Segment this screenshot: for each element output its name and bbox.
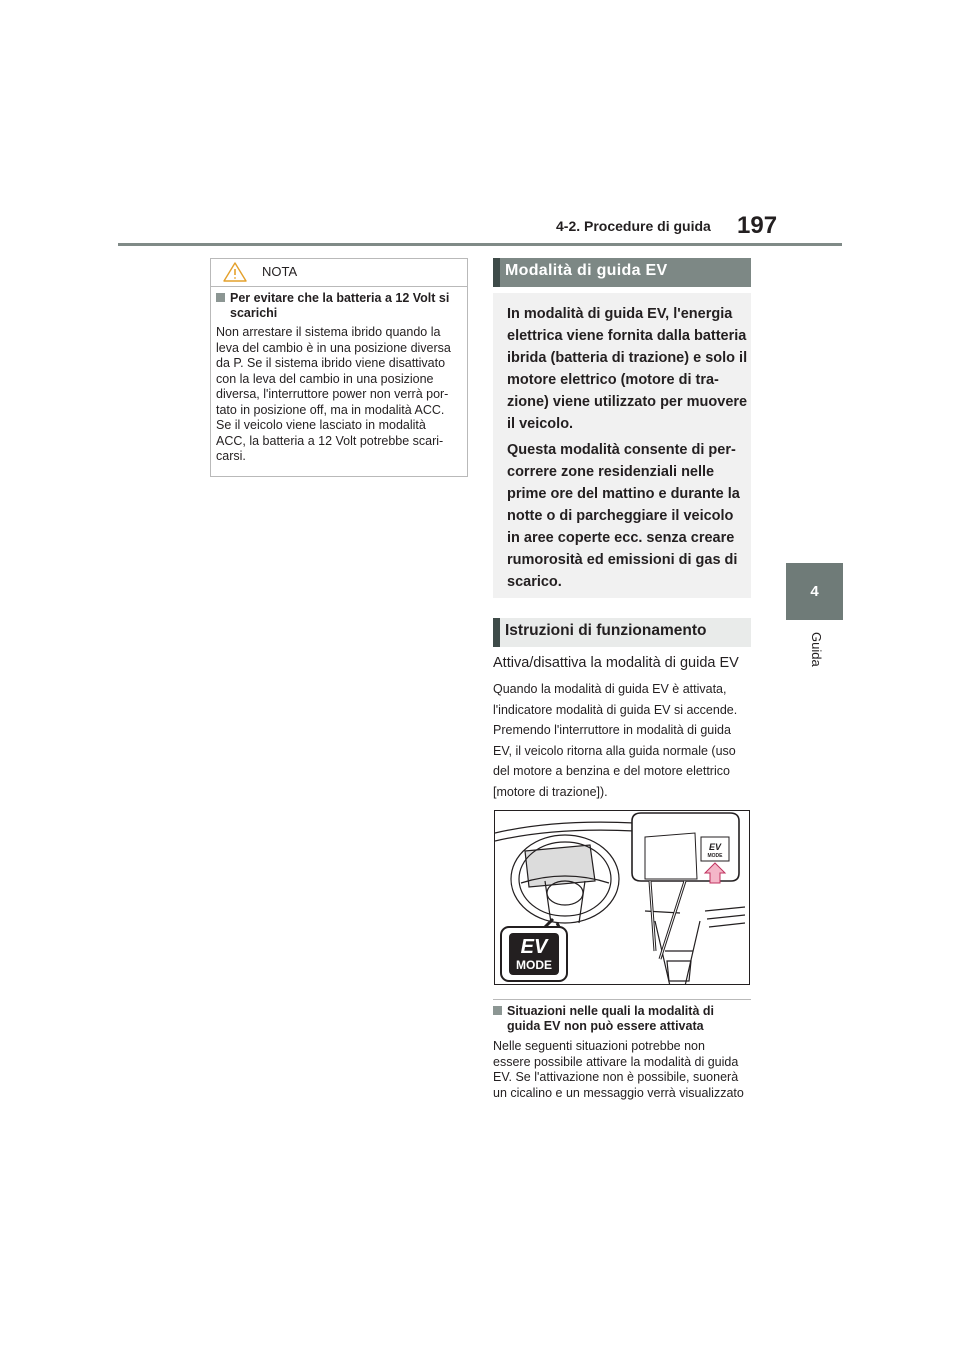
- note-body-line: Non arrestare il sistema ibrido quando la: [216, 325, 441, 339]
- warning-icon: [223, 262, 247, 287]
- ev-heading-accent: [493, 258, 500, 287]
- step-line: Quando la modalità di guida EV è attivata,: [493, 682, 727, 696]
- bullet-square-icon: [216, 293, 225, 302]
- ev-line: notte o di parcheggiare il veicolo: [507, 508, 734, 524]
- step-line: del motore a benzina e del motore elettrico: [493, 764, 730, 778]
- ev-line: rumorosità ed emissioni di gas di: [507, 552, 738, 568]
- situations-line: Nelle seguenti situazioni potrebbe non: [493, 1039, 705, 1053]
- step-body: [493, 679, 751, 802]
- note-item-title-line: scarichi: [230, 306, 278, 320]
- chapter-label: Guida: [809, 632, 824, 667]
- note-title: NOTA: [262, 264, 298, 279]
- step-line: [motore di trazione]).: [493, 784, 608, 799]
- ev-line: In modalità di guida EV, l'energia: [507, 306, 733, 322]
- situations-title-line: guida EV non può essere attivata: [507, 1019, 704, 1033]
- ev-line: prime ore del mattino e durante la: [507, 486, 740, 502]
- ev-line: Questa modalità consente di per-: [507, 442, 736, 458]
- ev-line: il veicolo.: [507, 416, 574, 432]
- mode-button-label: MODE: [516, 958, 552, 972]
- ev-button-label: EV: [520, 936, 548, 958]
- note-body-line: con la leva del cambio in una posizione: [216, 371, 434, 386]
- chapter-number: 4: [810, 583, 819, 600]
- ev-line: scarico.: [507, 574, 562, 590]
- step-line: EV, il veicolo ritorna alla guida normale (uso: [493, 743, 736, 758]
- dashboard-drawing: [495, 811, 750, 985]
- instructions-heading-accent: [493, 618, 500, 647]
- ev-heading: Modalità di guida EV: [505, 262, 668, 279]
- note-body: [216, 325, 461, 465]
- note-body-line: ACC, la batteria a 12 Volt potrebbe scari-: [216, 433, 444, 448]
- ev-line: in aree coperte ecc. senza creare: [507, 530, 735, 546]
- note-item-title-line: Per evitare che la batteria a 12 Volt si: [230, 291, 450, 305]
- chapter-tab: [786, 563, 843, 620]
- note-body-line: Se il veicolo viene lasciato in modalità: [216, 418, 426, 432]
- ev-paragraph-1: [507, 303, 748, 435]
- small-mode-label: MODE: [707, 853, 723, 859]
- note-body-line: tato in posizione off, ma in modalità ACC.: [216, 402, 445, 417]
- note-body-line: da P. Se il sistema ibrido viene disattivato: [216, 356, 446, 370]
- ev-mode-illustration: [494, 810, 750, 985]
- note-body-line: leva del cambio è in una posizione diversa: [216, 340, 451, 355]
- instructions-heading: Istruzioni di funzionamento: [505, 622, 707, 639]
- ev-line: zione) viene utilizzato per muovere: [507, 394, 748, 410]
- note-item-title: [216, 291, 461, 321]
- small-ev-label: EV: [708, 842, 722, 852]
- section-title: 4-2. Procedure di guida: [556, 218, 711, 234]
- situations-line: essere possibile attivare la modalità di guida: [493, 1054, 739, 1069]
- ev-line: correre zone residenziali nelle: [507, 464, 715, 480]
- situations-line: EV. Se l'attivazione non è possibile, suonerà: [493, 1070, 739, 1084]
- note-body-line: carsi.: [216, 449, 246, 463]
- situations-title-line: Situazioni nelle quali la modalità di: [507, 1004, 714, 1018]
- note-divider: [210, 286, 468, 287]
- situations-title: [493, 1004, 743, 1034]
- section-divider: [493, 999, 751, 1000]
- page-number: 197: [737, 212, 778, 239]
- step-line: l'indicatore modalità di guida EV si accende.: [493, 702, 738, 717]
- step-line: Premendo l'interruttore in modalità di guida: [493, 723, 731, 737]
- ev-line: ibrida (batteria di trazione) e solo il: [507, 350, 748, 366]
- ev-line: elettrica viene fornita dalla batteria: [507, 328, 747, 344]
- step-title: Attiva/disattiva la modalità di guida EV: [493, 655, 739, 671]
- ev-line: motore elettrico (motore di tra-: [507, 372, 719, 388]
- note-body-line: diversa, l'interruttore power non verrà por-: [216, 387, 449, 401]
- situations-body: [493, 1039, 751, 1101]
- ev-paragraph-2: [507, 439, 743, 593]
- header-divider: [118, 243, 842, 246]
- situations-line: un cicalino e un messaggio verrà visualizzato: [493, 1085, 744, 1100]
- chapter-label-container: [808, 632, 824, 692]
- bullet-square-icon: [493, 1006, 502, 1015]
